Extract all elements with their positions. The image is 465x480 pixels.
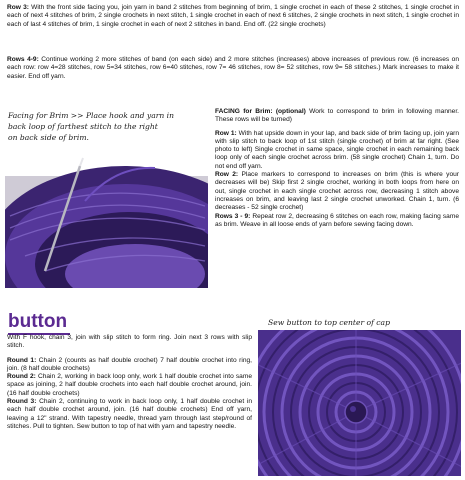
facing-heading-text: Work to correspond to brim in following manner. These rows will be turned) bbox=[215, 108, 459, 124]
crocheted-button bbox=[345, 401, 367, 423]
brim-photo-caption bbox=[8, 110, 208, 143]
button-round2-label: Round 2: bbox=[7, 373, 36, 381]
cap-photo bbox=[258, 330, 461, 476]
button-intro: With F hook, chain 3, join with slip stitch to form ring. Join next 3 rows with slip stitch. bbox=[7, 334, 252, 350]
button-round1-label: Round 1: bbox=[7, 356, 37, 364]
button-round3 bbox=[7, 398, 252, 431]
brim-caption-line-2: back loop of farthest stitch to the right bbox=[8, 122, 158, 131]
button-round1-text: Chain 2 (counts as half double crochet) 7 half double crochet into ring, join. (8 half double crochets) bbox=[7, 356, 252, 372]
facing-row2 bbox=[215, 171, 459, 212]
facing-row1-text: With hat upside down in your lap, and back side of brim facing up, join yarn with slip stitch to back loop of 1st stitch (single crochet) of brim at far right. (See photo to left) Single crochet in same space, single crochet in each remaining back loop only of each single crochet across brim. (58 single crochet) Chain 1, turn. Do not end off yarn. bbox=[215, 129, 459, 170]
facing-row2-label: Row 2: bbox=[215, 171, 239, 179]
button-round3-text: Chain 2, continuing to work in back loop only, 1 half double crochet in each half double crochet around, join. (16 half double crochets) End off yarn, leaving a 12" strand. With tapestry needle, thread yarn through last step/round of stitches. Pull to tighten. Sew button to top of hat with yarn and tapestry needle. bbox=[7, 398, 252, 430]
facing-heading-label: FACING for Brim: (optional) bbox=[215, 108, 306, 115]
facing-row1-label: Row 1: bbox=[215, 129, 237, 137]
facing-rows3-9-label: Rows 3 - 9: bbox=[215, 212, 251, 220]
facing-instructions bbox=[215, 108, 459, 229]
rows4-9-text: Continue working 2 more stitches of band (on each side) and 2 more stitches (increases) above increases of previous row. (6 increases on each row: row 4=28 stitches, row 5=34 stitches, row 6=40 stitches, row 7= 46 stitches, row 8= 52 stitches, row 9= 58 stitches.) Mark increases to make it easier. End off yarn. bbox=[7, 56, 459, 80]
facing-rows3-9-text: Repeat row 2, decreasing 6 stitches on each row, making facing same as brim. Weave in all loose ends of yarn before sewing facing down. bbox=[215, 212, 459, 228]
row3-text: With the front side facing you, join yarn in band 2 stitches from beginning of brim, 1 single crochet in each of these 2 stitches, 1 single crochet in each of next 4 stitches of brim, 2 single crochets in next stitch, 1 single crochet in each of next 6 stitches, 2 single crochets in next stitch, 1 single crochet in each of last 4 stitches of brim, 1 single crochet in each of next 2 stitches in band. End off. (22 single crochets) bbox=[7, 4, 459, 28]
button-section-title: button bbox=[8, 311, 68, 332]
button-instructions bbox=[7, 334, 252, 431]
facing-rows3-9 bbox=[215, 213, 459, 230]
facing-row1 bbox=[215, 130, 459, 171]
cap-photo-illustration bbox=[258, 330, 461, 476]
brim-caption-line-3: on back side of brim. bbox=[8, 133, 89, 142]
rows4-9-label: Rows 4-9: bbox=[7, 56, 39, 63]
brim-caption-line-1: Facing for Brim >> Place hook and yarn in bbox=[8, 111, 174, 120]
rows4-9-paragraph bbox=[7, 56, 459, 81]
cap-photo-caption: Sew button to top center of cap bbox=[268, 318, 390, 327]
button-round2-text: Chain 2, working in back loop only, work 1 half double crochet into same space as joining, 2 half double crochets into each half double crochet around, join. (16 half double crochets) bbox=[7, 373, 252, 397]
facing-heading bbox=[215, 108, 459, 125]
row3-label: Row 3: bbox=[7, 4, 29, 11]
button-round3-label: Round 3: bbox=[7, 398, 37, 406]
button-round1 bbox=[7, 357, 252, 374]
row3-paragraph bbox=[7, 4, 459, 29]
button-round2 bbox=[7, 373, 252, 398]
facing-row2-text: Place markers to correspond to increases on brim (this is where your decreases will be) Skip first 2 single crochet, working in both loops from here on out, single crochet in each single crochet across row, decreasing 1 stitch above increases on brim, and leaving last 2 single crochet unworked. Chain 1, turn. (6 decreases - 52 single crochet) bbox=[215, 171, 459, 212]
